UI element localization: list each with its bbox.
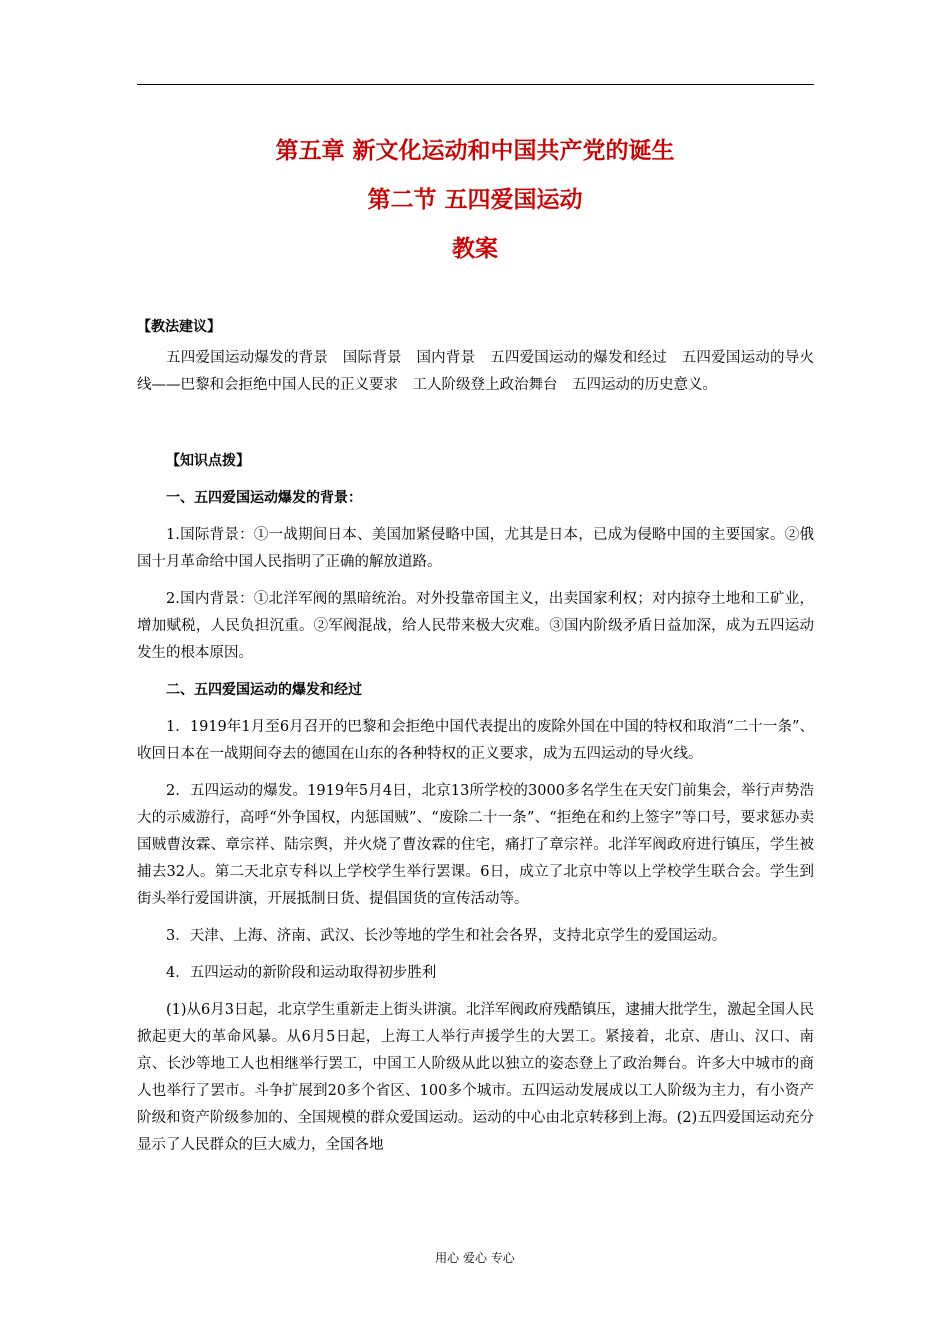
chapter-title: 第五章 新文化运动和中国共产党的诞生 — [275, 138, 675, 164]
teaching-advice-heading: 【教法建议】 — [137, 319, 221, 335]
part2-item-3: 3．天津、上海、济南、武汉、长沙等地的学生和社会各界，支持北京学生的爱国运动。 — [166, 928, 727, 944]
header-rule — [137, 84, 814, 85]
page-footer: 用心 爱心 专心 — [435, 1251, 515, 1265]
part2-item-1: 1．1919年1月至6月召开的巴黎和会拒绝中国代表提出的废除外国在中国的特权和取消“二十一条”、收回日本在一战期间夺去的德国在山东的各种特权的正义要求，成为五四运动的导火线。 — [137, 719, 814, 762]
part2-item-2: 2．五四运动的爆发。1919年5月4日，北京13所学校的3000多名学生在天安门前集会，举行声势浩大的示威游行，高呼“外争国权，内惩国贼”、“废除二十一条”、“拒绝在和约上签字”等口号，要求惩办卖国贼曹汝霖、章宗祥、陆宗舆，并火烧了曹汝霖的住宅，痛打了章宗祥。北洋军阀政府进行镇压，学生被捕去32人。第二天北京专科以上学校学生举行罢课。6日，成立了北京中等以上学校学生联合会。学生到街头举行爱国讲演，开展抵制日货、提倡国货的宣传活动等。 — [137, 783, 814, 907]
part2-item-5: (1)从6月3日起，北京学生重新走上街头讲演。北洋军阀政府残酷镇压，逮捕大批学生，激起全国人民掀起更大的革命风暴。从6月5日起，上海工人举行声援学生的大罢工。紧接着，北京、唐山、汉口、南京、长沙等地工人也相继举行罢工，中国工人阶级从此以独立的姿态登上了政治舞台。许多大中城市的商人也举行了罢市。斗争扩展到20多个省区、100多个城市。五四运动发展成以工人阶级为主力，有小资产阶级和资产阶级参加的、全国规模的群众爱国运动。运动的中心由北京转移到上海。(2)五四爱国运动充分显示了人民群众的巨大威力，全国各地 — [137, 1002, 814, 1153]
document-body — [137, 314, 814, 1159]
part1-heading: 一、五四爱国运动爆发的背景： — [166, 490, 362, 506]
teaching-advice-paragraph: 五四爱国运动爆发的背景 国际背景 国内背景 五四爱国运动的爆发和经过 五四爱国运动的导火线——巴黎和会拒绝中国人民的正义要求 工人阶级登上政治舞台 五四运动的历史意义。 — [137, 350, 814, 393]
section-title: 第二节 五四爱国运动 — [367, 187, 583, 213]
knowledge-heading: 【知识点拨】 — [166, 453, 250, 469]
document-kind-title: 教案 — [452, 236, 498, 262]
part1-item-international: 1.国际背景：①一战期间日本、美国加紧侵略中国，尤其是日本，已成为侵略中国的主要国家。②俄国十月革命给中国人民指明了正确的解放道路。 — [137, 527, 814, 570]
part1-item-domestic: 2.国内背景：①北洋军阀的黑暗统治。对外投靠帝国主义，出卖国家利权；对内掠夺土地和工矿业，增加赋税，人民负担沉重。②军阀混战，给人民带来极大灾难。③国内阶级矛盾日益加深，成为五四运动发生的根本原因。 — [137, 591, 814, 661]
part2-heading: 二、五四爱国运动的爆发和经过 — [166, 682, 362, 698]
part2-item-4: 4．五四运动的新阶段和运动取得初步胜利 — [166, 965, 437, 981]
